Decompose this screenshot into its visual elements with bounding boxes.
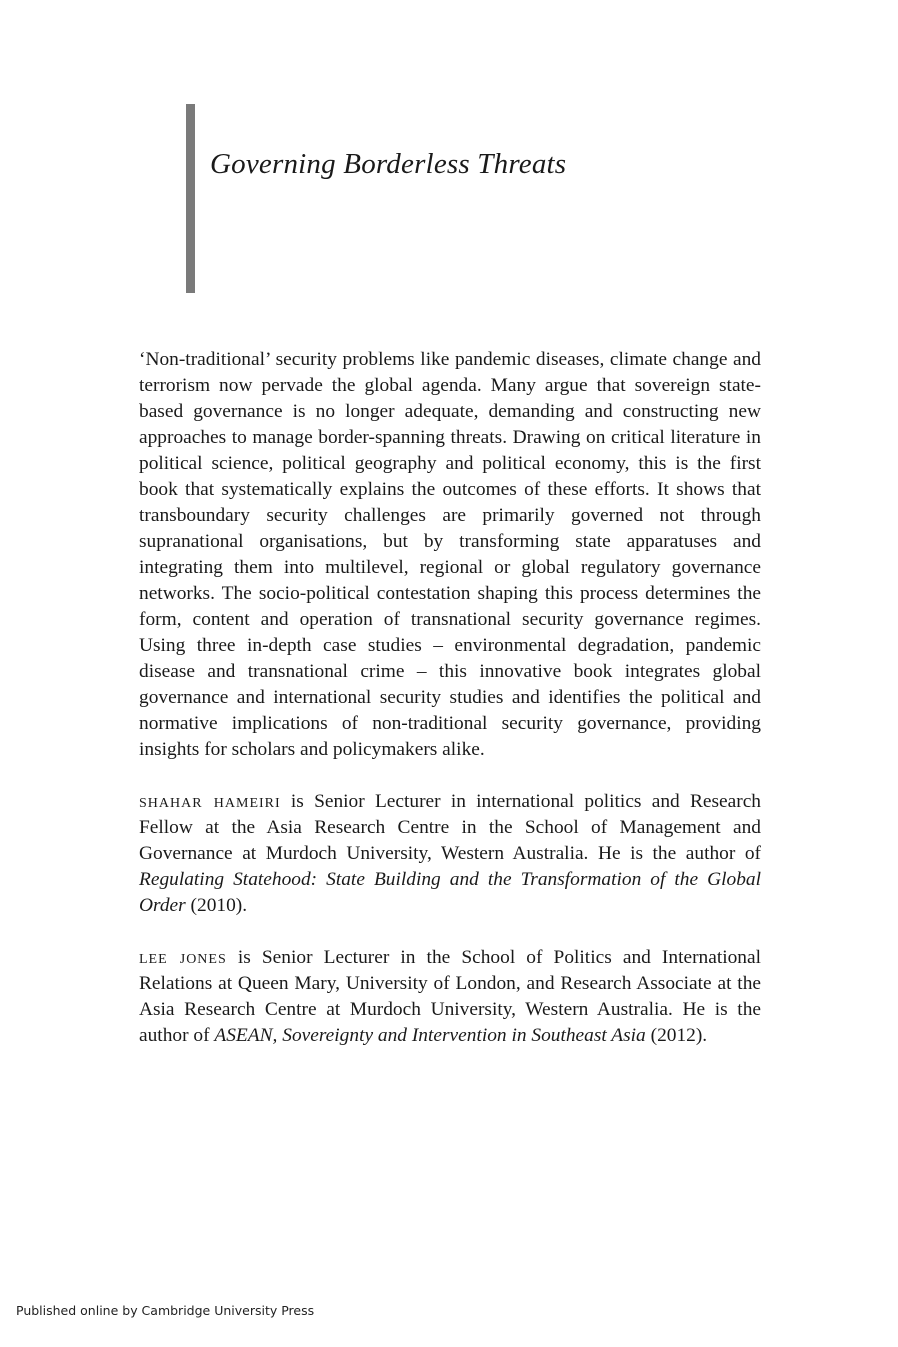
back-matter-text bbox=[139, 347, 761, 1049]
author-book-year: (2012). bbox=[645, 1025, 708, 1046]
book-title: Governing Borderless Threats bbox=[210, 148, 567, 180]
publisher-footer: Published online by Cambridge University Press bbox=[16, 1303, 315, 1318]
author-name: lee jones bbox=[139, 947, 227, 968]
author-book-year: (2010). bbox=[185, 895, 248, 916]
author-bio-text: is Senior Lecturer in the School of Politics and International Relations at Queen Mary, University of London, and Research Associate at the Asia Research Centre at Murdoch University, Western Australia. He is the author of bbox=[139, 947, 761, 1046]
author-book-title: ASEAN, Sovereignty and Intervention in Southeast Asia bbox=[214, 1025, 646, 1046]
author-bio bbox=[139, 945, 761, 1049]
book-description: ‘Non-traditional’ security problems like pandemic diseases, climate change and terrorism now pervade the global agenda. Many argue that sovereign state-based governance is no longer adequate, demanding and constructing new approaches to manage border-spanning threats. Drawing on critical literature in political science, political geography and political economy, this is the first book that systematically explains the outcomes of these efforts. It shows that transboundary security challenges are primarily governed not through supranational organisations, but by transforming state apparatuses and integrating them into multilevel, regional or global regulatory governance networks. The socio-political contestation shaping this process determines the form, content and operation of transnational security governance regimes. Using three in-depth case studies – environmental degradation, pandemic disease and transnational crime – this innovative book integrates global governance and international security studies and identifies the political and normative implications of non-traditional security governance, providing insights for scholars and policymakers alike. bbox=[139, 349, 761, 760]
title-accent-bar bbox=[186, 104, 195, 293]
author-name: shahar hameiri bbox=[139, 791, 281, 812]
author-bio-text: is Senior Lecturer in international politics and Research Fellow at the Asia Research Centre in the School of Management and Governance at Murdoch University, Western Australia. He is the author of bbox=[139, 791, 761, 864]
author-book-title: Regulating Statehood: State Building and the Transformation of the Global Order bbox=[139, 869, 761, 916]
author-bio bbox=[139, 789, 761, 919]
